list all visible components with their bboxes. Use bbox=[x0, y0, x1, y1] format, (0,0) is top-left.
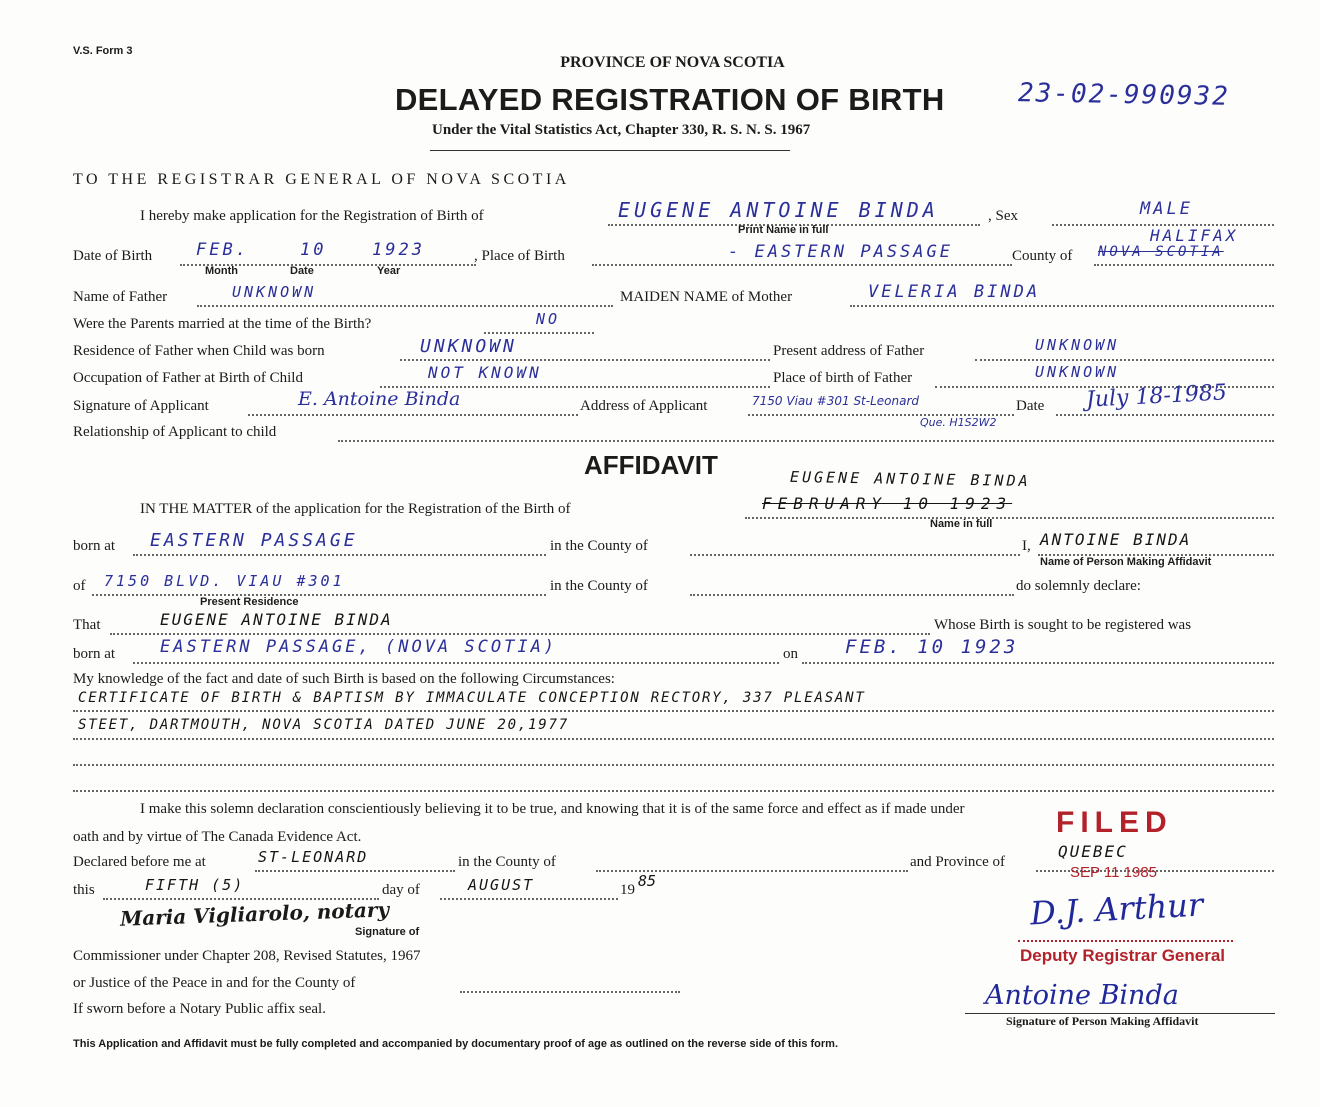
deputy-registrar-title: Deputy Registrar General bbox=[1020, 946, 1226, 965]
registration-number: 23-02-990932 bbox=[1017, 78, 1231, 112]
born-at-value: EASTERN PASSAGE bbox=[150, 530, 358, 551]
day-of-label: day of bbox=[382, 882, 420, 898]
sex-label: , Sex bbox=[988, 208, 1018, 224]
commissioner-signature: Maria Vigliarolo, notary bbox=[119, 897, 390, 931]
justice-text: or Justice of the Peace in and for the County of bbox=[73, 975, 356, 991]
applicant-address-2: Que. H1S2W2 bbox=[920, 416, 997, 429]
province-label: and Province of bbox=[910, 854, 1005, 870]
title-rule bbox=[430, 150, 790, 151]
year-prefix: 19 bbox=[620, 882, 635, 898]
father-occupation-value: NOT KNOWN bbox=[428, 363, 542, 382]
relationship-label: Relationship of Applicant to child bbox=[73, 424, 277, 440]
matter-text: IN THE MATTER of the application for the Registration of the Birth of bbox=[140, 501, 571, 517]
intro-text: I hereby make application for the Registration of Birth of bbox=[140, 208, 484, 224]
solemn-text-1: I make this solemn declaration conscientiously believing it to be true, and knowing that it is of the same force and effect as if made under bbox=[140, 801, 965, 817]
i-label: I, bbox=[1022, 538, 1031, 554]
residence-hint: Present Residence bbox=[200, 596, 299, 608]
signature-of-hint: Signature of bbox=[355, 926, 420, 938]
circumstance-line-2: STEET, DARTMOUTH, NOVA SCOTIA DATED JUNE 20,1977 bbox=[78, 717, 569, 733]
father-pob-value: UNKNOWN bbox=[1035, 363, 1120, 381]
father-occupation-label: Occupation of Father at Birth of Child bbox=[73, 370, 303, 386]
affiant-name: ANTOINE BINDA bbox=[1040, 530, 1192, 549]
filed-date: SEP 11 1985 bbox=[1070, 864, 1158, 881]
applicant-address: 7150 Viau #301 St-Leonard bbox=[752, 394, 920, 408]
year-hint: Year bbox=[377, 265, 401, 277]
married-label: Were the Parents married at the time of the Birth? bbox=[73, 316, 372, 332]
father-pob-label: Place of birth of Father bbox=[773, 370, 913, 386]
residence-value: 7150 BLVD. VIAU #301 bbox=[104, 572, 345, 590]
whose-birth-text: Whose Birth is sought to be registered was bbox=[934, 617, 1192, 633]
applicant-signature-label: Signature of Applicant bbox=[73, 398, 209, 414]
name-in-full-hint: Name in full bbox=[930, 518, 993, 530]
dob-label: Date of Birth bbox=[73, 248, 153, 264]
declare-text: do solemnly declare: bbox=[1016, 578, 1141, 594]
on-date-value: FEB. 10 1923 bbox=[845, 636, 1019, 658]
father-value: UNKNOWN bbox=[232, 283, 317, 301]
footer-note: This Application and Affidavit must be fully completed and accompanied by documentary proof of age as outlined on the reverse side of this form. bbox=[73, 1038, 839, 1050]
father-label: Name of Father bbox=[73, 289, 168, 305]
that-label: That bbox=[73, 617, 101, 633]
notary-text: If sworn before a Notary Public affix seal. bbox=[73, 1001, 326, 1017]
province-value: QUEBEC bbox=[1058, 842, 1128, 861]
county-of-label-3: in the County of bbox=[458, 854, 556, 870]
province-heading: PROVINCE OF NOVA SCOTIA bbox=[560, 54, 785, 71]
sex-value: MALE bbox=[1140, 199, 1193, 219]
application-date: July 18-1985 bbox=[1085, 380, 1228, 413]
declared-at-value: ST-LEONARD bbox=[258, 848, 369, 866]
applicant-address-label: Address of Applicant bbox=[580, 398, 708, 414]
affidavit-name: EUGENE ANTOINE BINDA bbox=[789, 467, 1031, 491]
print-name-hint: Print Name in full bbox=[738, 224, 829, 236]
mother-value: VELERIA BINDA bbox=[868, 282, 1041, 302]
born-at-label: born at bbox=[73, 538, 116, 554]
county-value: HALIFAX bbox=[1150, 226, 1239, 245]
affiant-signature-hint: Signature of Person Making Affidavit bbox=[1006, 1014, 1199, 1028]
year-value: 85 bbox=[638, 872, 657, 890]
circumstance-line-1: CERTIFICATE OF BIRTH & BAPTISM BY IMMACULATE CONCEPTION RECTORY, 337 PLEASANT bbox=[78, 690, 866, 706]
month-hint: Month bbox=[205, 265, 238, 277]
page-title: DELAYED REGISTRATION OF BIRTH bbox=[395, 82, 945, 117]
solemn-text-2: oath and by virtue of The Canada Evidence Act. bbox=[73, 829, 362, 845]
applicant-signature: E. Antoine Binda bbox=[298, 388, 461, 410]
affidavit-heading: AFFIDAVIT bbox=[584, 450, 718, 480]
this-label: this bbox=[73, 882, 95, 898]
father-residence-label: Residence of Father when Child was born bbox=[73, 343, 325, 359]
affiant-hint: Name of Person Making Affidavit bbox=[1040, 556, 1212, 568]
subtitle: Under the Vital Statistics Act, Chapter 330, R. S. N. S. 1967 bbox=[432, 122, 811, 138]
declared-label: Declared before me at bbox=[73, 854, 206, 870]
form-number: V.S. Form 3 bbox=[73, 45, 133, 57]
of-label: of bbox=[73, 578, 86, 594]
county-of-label: in the County of bbox=[550, 538, 648, 554]
mother-label: MAIDEN NAME of Mother bbox=[620, 289, 793, 305]
county-of-label-2: in the County of bbox=[550, 578, 648, 594]
affiant-signature: Antoine Binda bbox=[985, 980, 1179, 1011]
day-value: FIFTH (5) bbox=[145, 876, 245, 894]
born-at-label-2: born at bbox=[73, 646, 116, 662]
dob-year: 1923 bbox=[372, 240, 425, 260]
on-label: on bbox=[783, 646, 798, 662]
dob-month: FEB. bbox=[196, 240, 249, 260]
pob-label: , Place of Birth bbox=[474, 248, 565, 264]
date-hint: Date bbox=[290, 265, 314, 277]
registrant-name: EUGENE ANTOINE BINDA bbox=[618, 198, 939, 222]
knowledge-text: My knowledge of the fact and date of such Birth is based on the following Circumstances: bbox=[73, 671, 615, 687]
married-value: NO bbox=[536, 310, 561, 328]
county-label: County of bbox=[1012, 248, 1073, 264]
registrar-rule bbox=[1018, 940, 1233, 942]
filed-stamp: FILED bbox=[1056, 806, 1173, 839]
that-name: EUGENE ANTOINE BINDA bbox=[160, 610, 393, 629]
registrar-signature: D.J. Arthur bbox=[1029, 885, 1205, 933]
born-at-value-2: EASTERN PASSAGE, (NOVA SCOTIA) bbox=[160, 637, 558, 657]
dob-day: 10 bbox=[300, 240, 327, 260]
father-address-label: Present address of Father bbox=[773, 343, 925, 359]
father-address-value: UNKNOWN bbox=[1035, 336, 1120, 354]
father-residence-value: UNKNOWN bbox=[420, 336, 517, 357]
struck-date: FEBRUARY 10 1923 bbox=[762, 494, 1013, 513]
month-value: AUGUST bbox=[468, 876, 535, 894]
commissioner-text: Commissioner under Chapter 208, Revised Statutes, 1967 bbox=[73, 948, 421, 964]
application-date-label: Date bbox=[1016, 398, 1045, 414]
addressee: TO THE REGISTRAR GENERAL OF NOVA SCOTIA bbox=[73, 171, 570, 188]
county-struck: NOVA SCOTIA bbox=[1098, 244, 1224, 260]
pob-value: - EASTERN PASSAGE bbox=[728, 242, 953, 262]
